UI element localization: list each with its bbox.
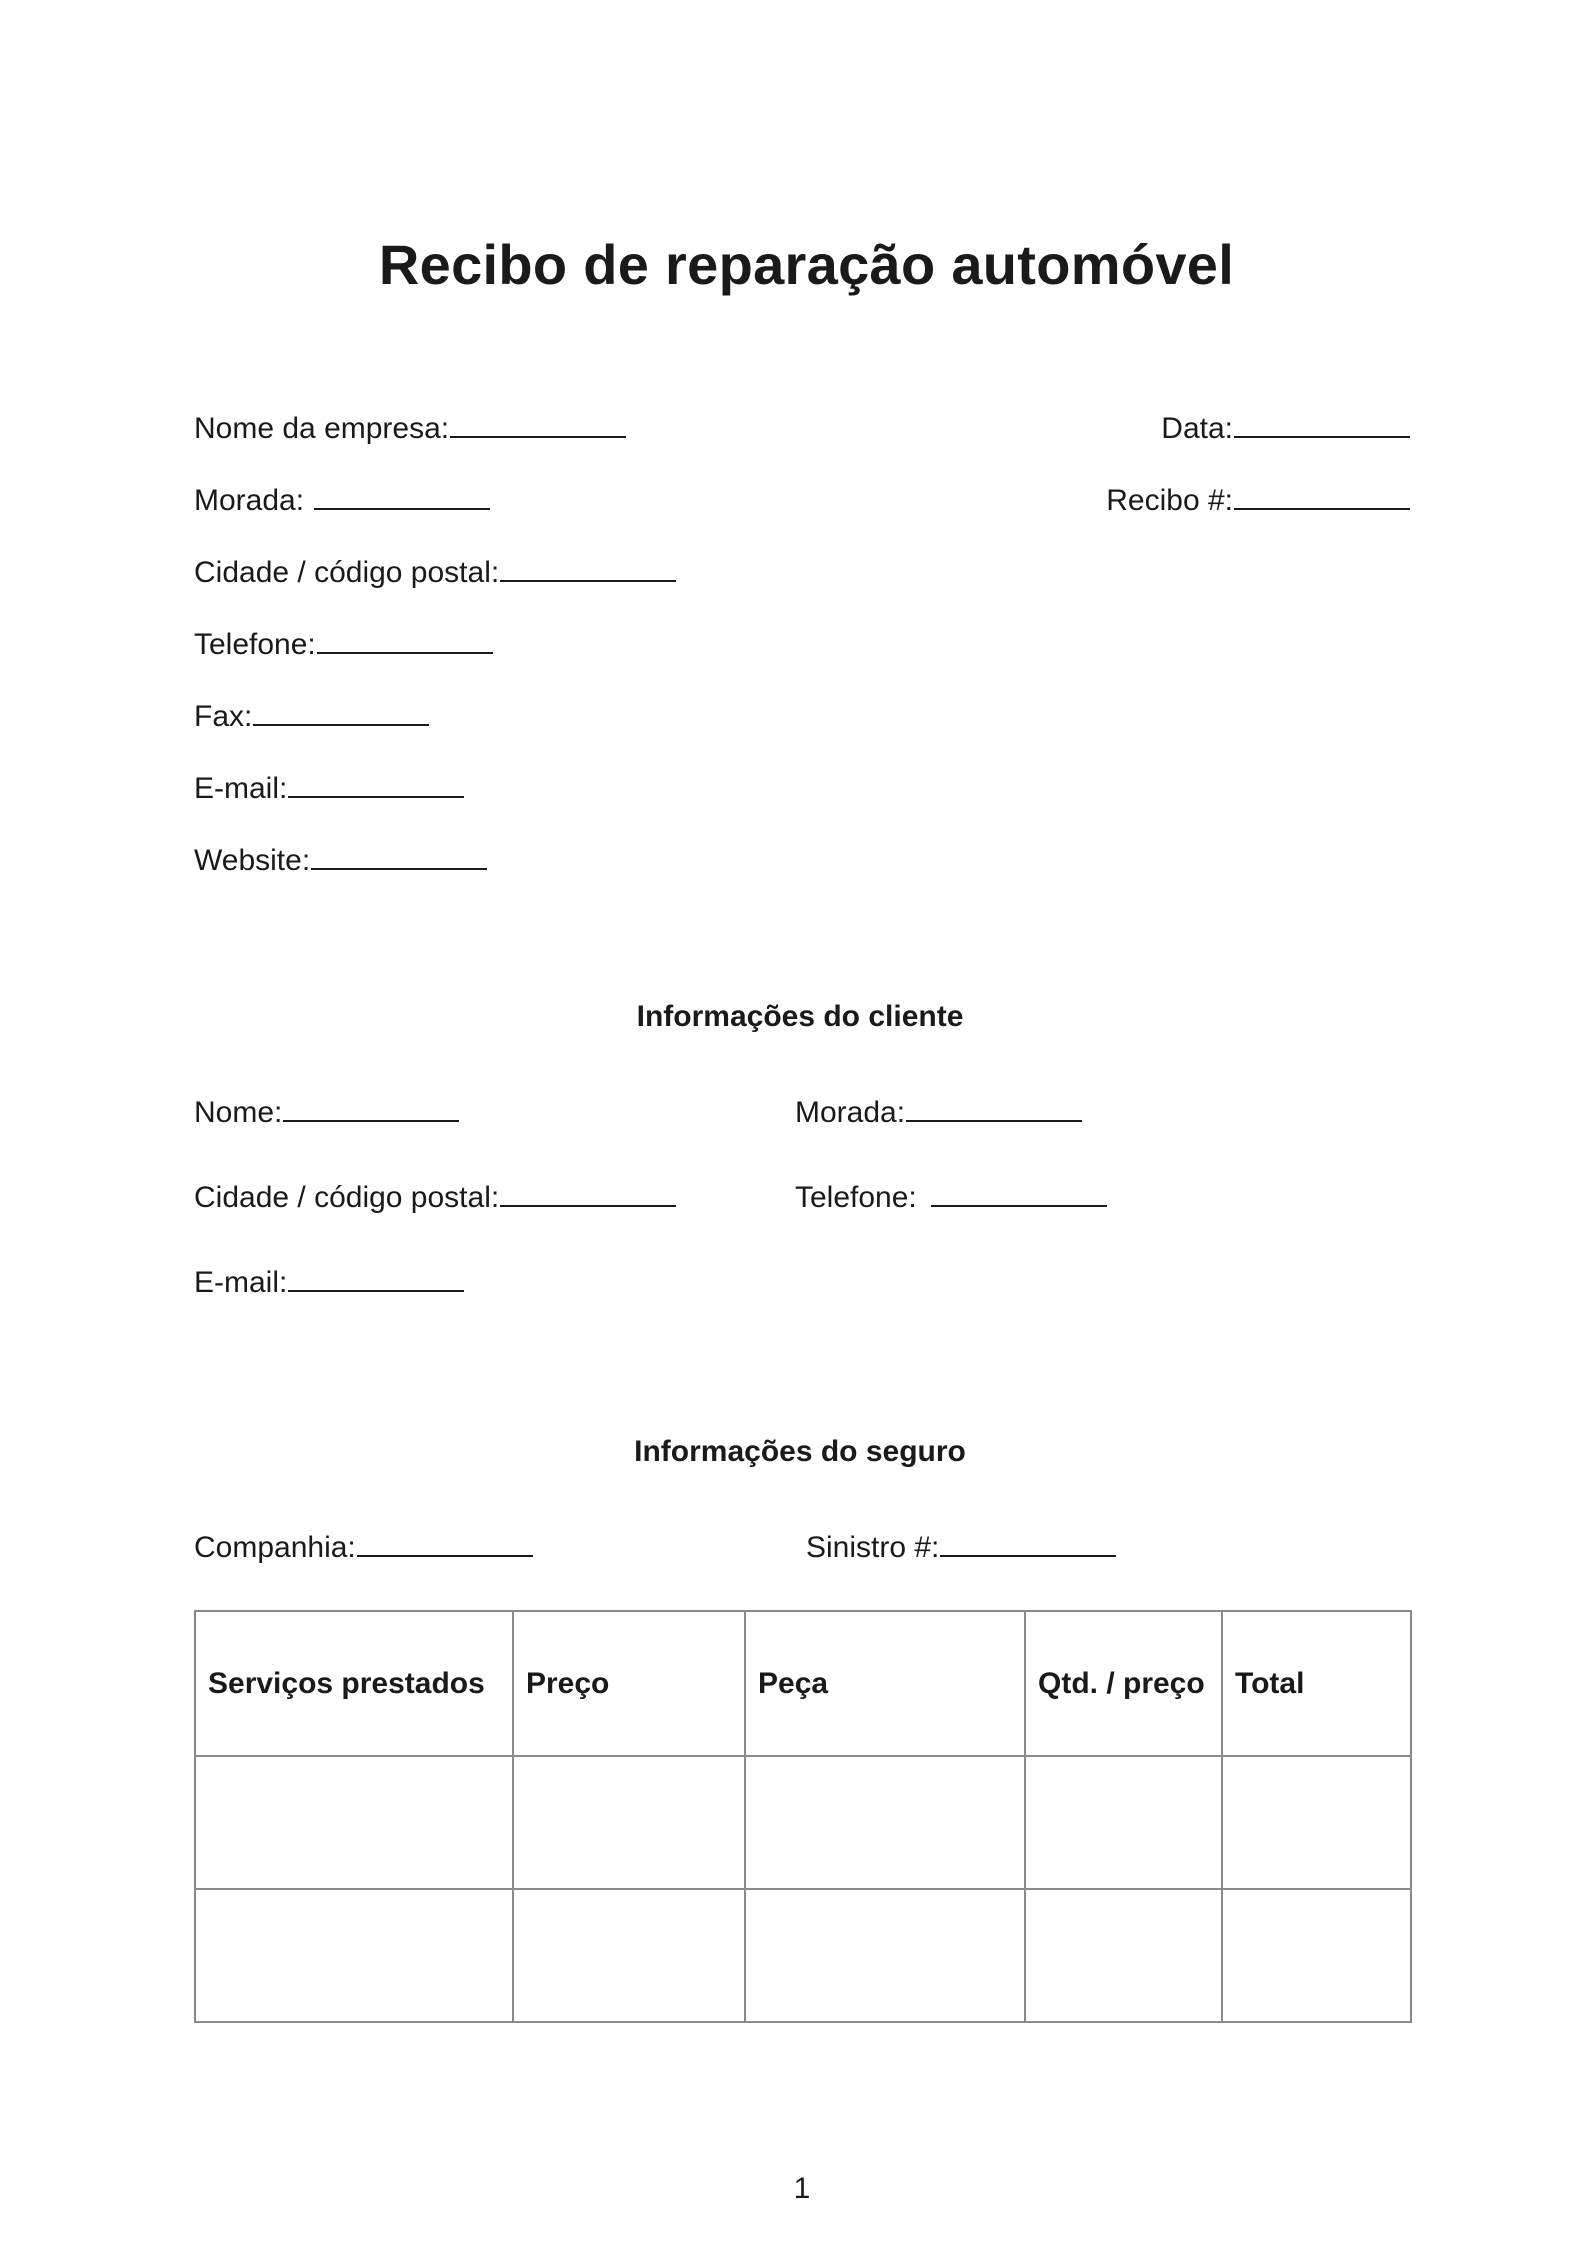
header-total: Total (1222, 1611, 1411, 1756)
company-fax-label: Fax: (194, 700, 253, 733)
client-section-heading: Informações do cliente (636, 1000, 964, 1033)
table-cell[interactable] (1025, 1756, 1222, 1889)
client-phone-blank[interactable] (931, 1177, 1107, 1207)
company-address-field (194, 480, 490, 521)
company-website-field (194, 840, 487, 881)
client-city-label: Cidade / código postal: (194, 1181, 500, 1214)
table-cell[interactable] (1222, 1889, 1411, 2022)
company-phone-field (194, 624, 493, 665)
table-cell[interactable] (195, 1889, 513, 2022)
client-email-blank[interactable] (288, 1262, 464, 1292)
insurance-company-blank[interactable] (357, 1527, 533, 1557)
company-city-field (194, 552, 676, 593)
receipt-number-field (1000, 480, 1410, 521)
table-cell[interactable] (1222, 1756, 1411, 1889)
header-qty-price: Qtd. / preço (1025, 1611, 1222, 1756)
header-services: Serviços prestados (195, 1611, 513, 1756)
page-title: Recibo de reparação automóvel (378, 233, 1235, 296)
receipt-number-label: Recibo #: (1106, 484, 1233, 517)
table-cell[interactable] (513, 1756, 745, 1889)
company-address-label: Morada: (194, 484, 305, 517)
client-name-label: Nome: (194, 1096, 283, 1129)
client-name-blank[interactable] (283, 1092, 459, 1122)
client-name-field (194, 1092, 459, 1133)
company-fax-field (194, 696, 429, 737)
client-address-field (795, 1092, 1082, 1133)
claim-number-blank[interactable] (940, 1527, 1116, 1557)
company-website-blank[interactable] (311, 840, 487, 870)
table-cell[interactable] (745, 1756, 1025, 1889)
company-email-label: E-mail: (194, 772, 288, 805)
company-city-label: Cidade / código postal: (194, 556, 500, 589)
client-email-label: E-mail: (194, 1266, 288, 1299)
client-city-field (194, 1177, 676, 1218)
company-phone-label: Telefone: (194, 628, 316, 661)
company-phone-blank[interactable] (317, 624, 493, 654)
company-name-label: Nome da empresa: (194, 412, 450, 445)
client-email-field (194, 1262, 464, 1303)
company-email-blank[interactable] (288, 768, 464, 798)
table-cell[interactable] (1025, 1889, 1222, 2022)
table-row (195, 1889, 1411, 2022)
insurance-company-label: Companhia: (194, 1531, 356, 1564)
company-email-field (194, 768, 464, 809)
header-part: Peça (745, 1611, 1025, 1756)
insurance-company-field (194, 1527, 533, 1568)
company-city-blank[interactable] (500, 552, 676, 582)
claim-number-field (806, 1527, 1116, 1568)
services-table (194, 1610, 1412, 2023)
company-fax-blank[interactable] (253, 696, 429, 726)
company-name-field (194, 408, 626, 449)
company-name-blank[interactable] (450, 408, 626, 438)
table-cell[interactable] (745, 1889, 1025, 2022)
client-city-blank[interactable] (500, 1177, 676, 1207)
date-blank[interactable] (1234, 408, 1410, 438)
table-row (195, 1756, 1411, 1889)
date-field (1000, 408, 1410, 449)
insurance-section-heading: Informações do seguro (634, 1435, 966, 1468)
client-phone-label: Telefone: (795, 1181, 917, 1214)
client-phone-field (795, 1177, 1107, 1218)
table-header-row (195, 1611, 1411, 1756)
company-website-label: Website: (194, 844, 311, 877)
client-address-label: Morada: (795, 1096, 906, 1129)
table-cell[interactable] (513, 1889, 745, 2022)
company-address-blank[interactable] (314, 480, 490, 510)
header-price: Preço (513, 1611, 745, 1756)
receipt-number-blank[interactable] (1234, 480, 1410, 510)
date-label: Data: (1161, 412, 1233, 445)
claim-number-label: Sinistro #: (806, 1531, 940, 1564)
page-number: 1 (793, 2172, 811, 2205)
table-cell[interactable] (195, 1756, 513, 1889)
client-address-blank[interactable] (906, 1092, 1082, 1122)
